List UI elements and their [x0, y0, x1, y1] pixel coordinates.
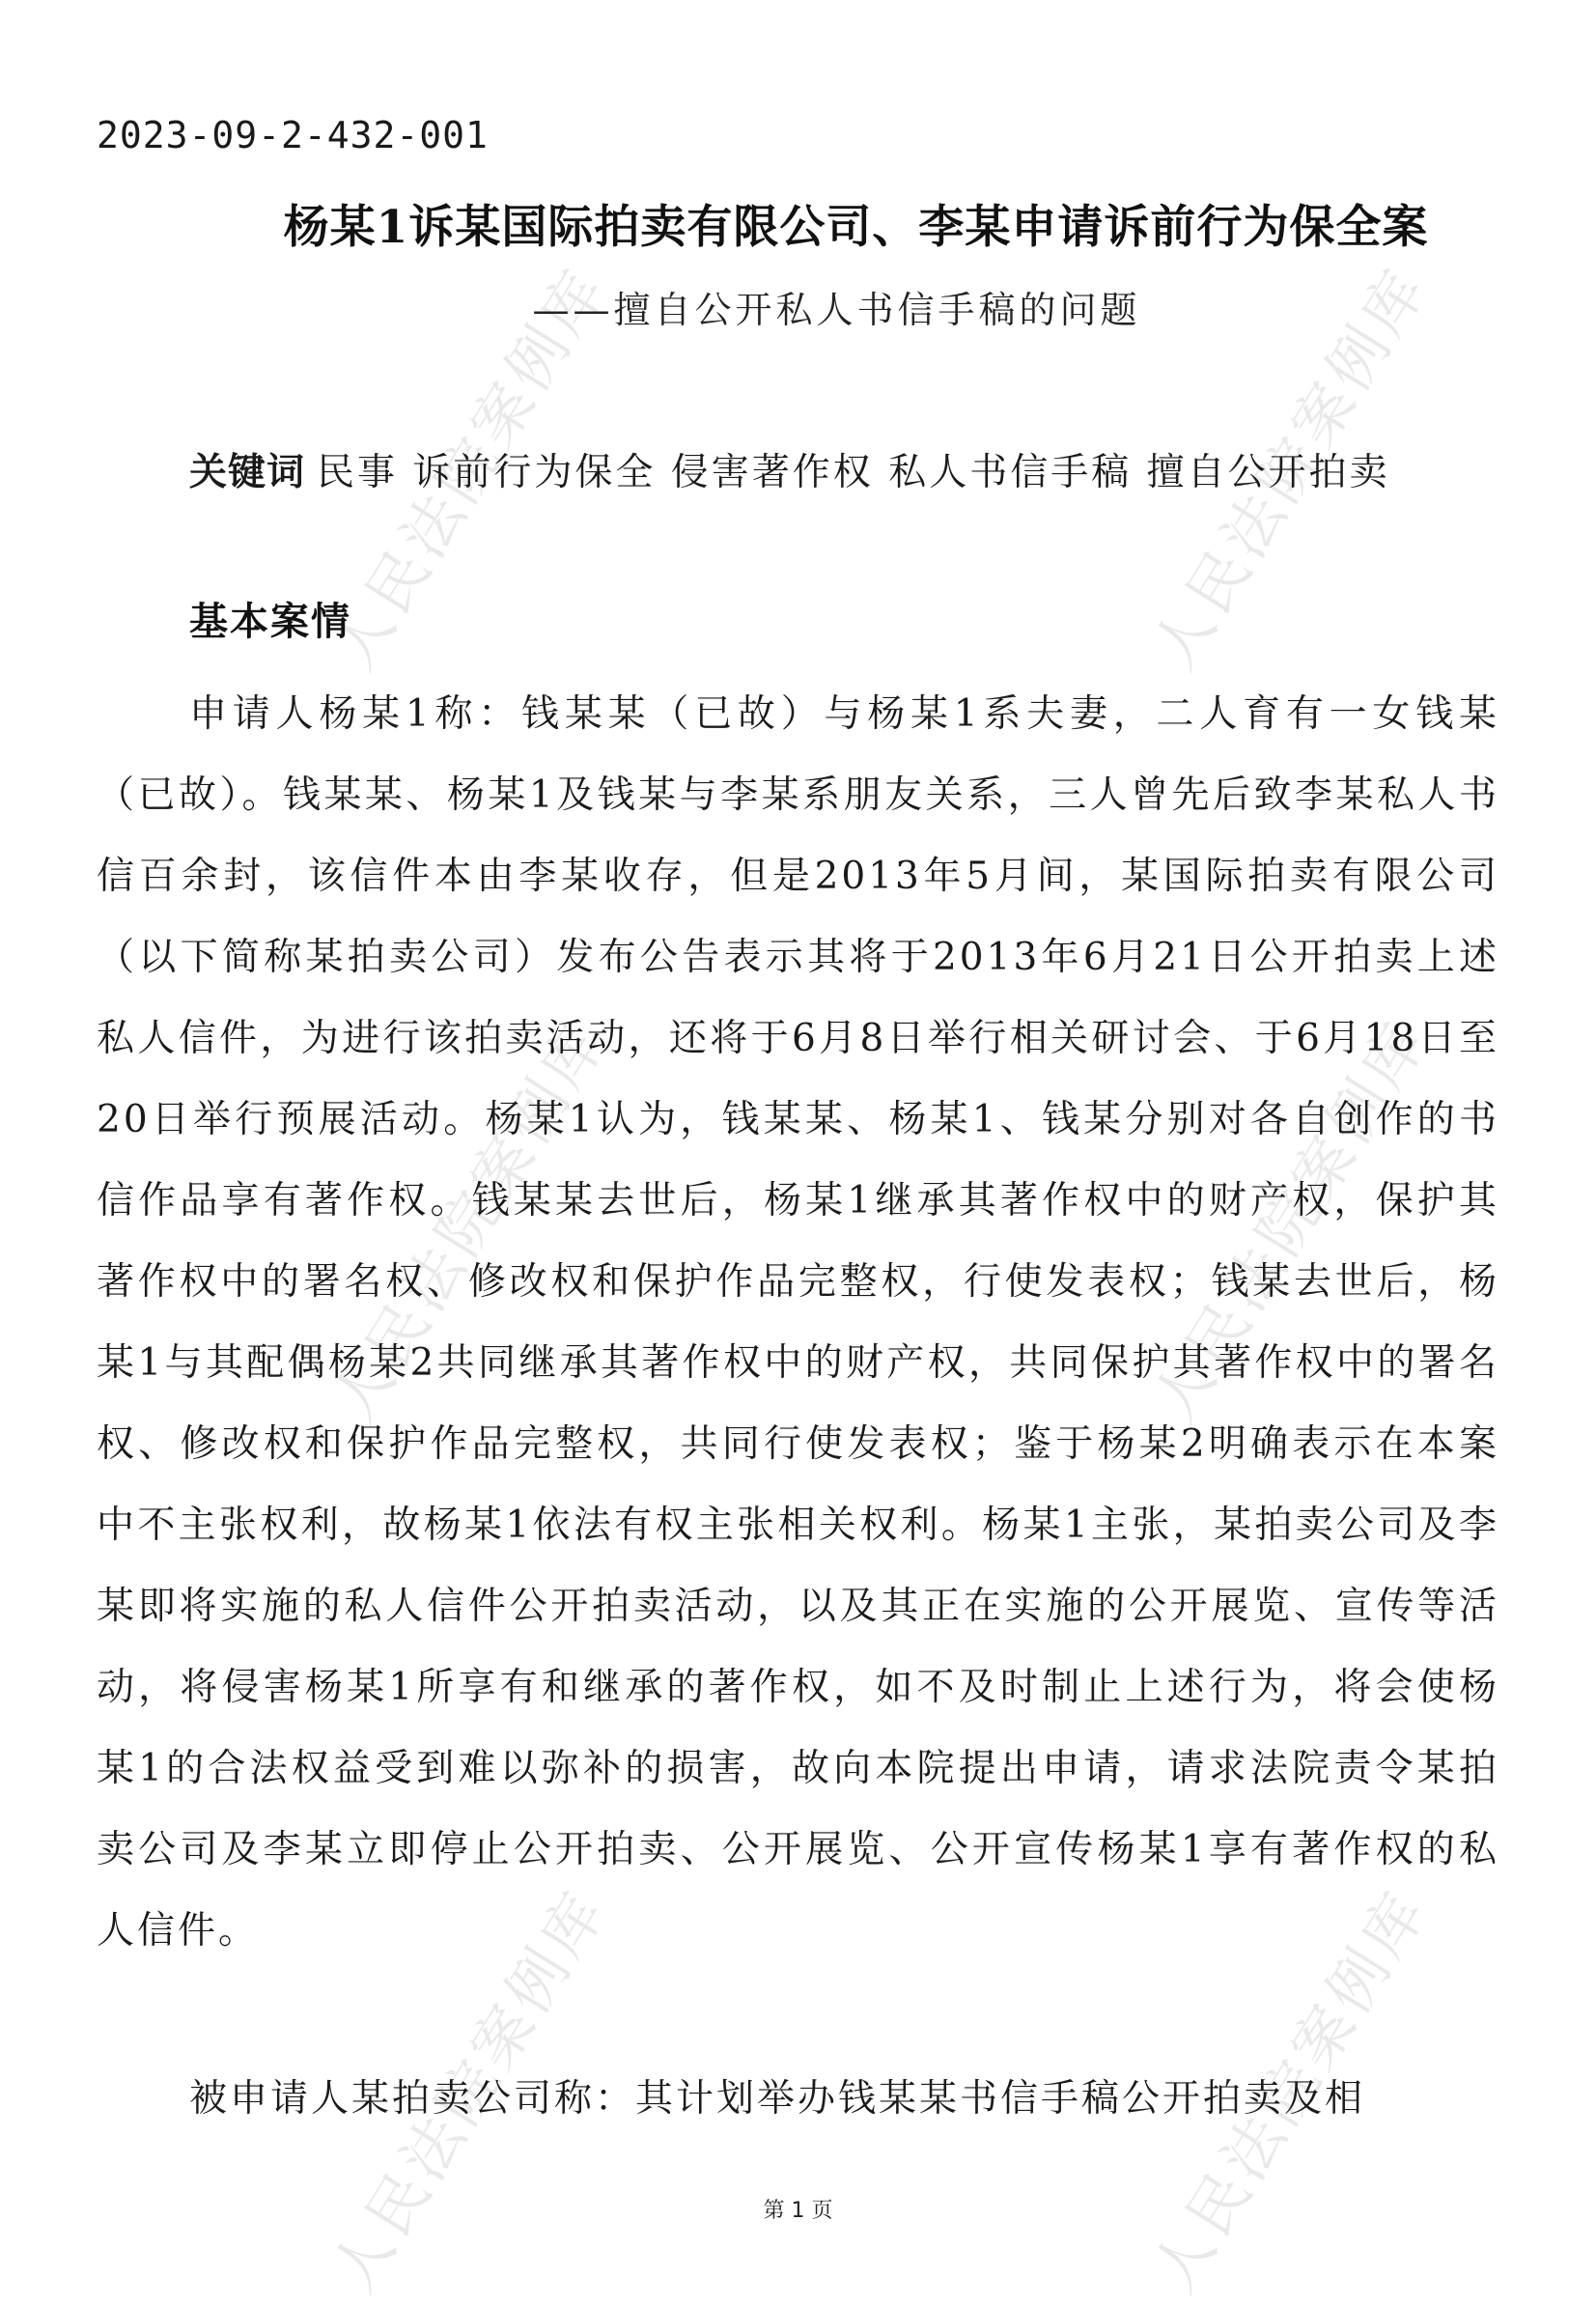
section-heading: 基本案情	[189, 600, 351, 644]
watermark: 人民法院案例库	[318, 1876, 622, 2304]
page-number: 第 1 页	[763, 2199, 833, 2223]
watermark: 人民法院案例库	[1138, 1876, 1442, 2304]
keywords-label: 关键词	[189, 451, 306, 494]
watermark: 人民法院案例库	[318, 1007, 622, 1435]
watermark: 人民法院案例库	[1138, 254, 1442, 682]
keywords-text: 民事 诉前行为保全 侵害著作权 私人书信手稿 擅自公开拍卖	[317, 451, 1390, 494]
body-paragraph: 被申请人某拍卖公司称：其计划举办钱某某书信手稿公开拍卖及相	[189, 2077, 1366, 2121]
body-paragraph: 申请人杨某1称：钱某某（已故）与杨某1系夫妻，二人育有一女钱某（已故）。钱某某、杨某1及钱某与李某系朋友关系，三人曾先后致李某私人书信百余封，该信件本由李某收存，但是2013年5月间，某国际拍卖有限公司（以下简称某拍卖公司）发布公告表示其将于2013年6月21日公开拍卖上述私人信件，为进行该拍卖活动，还将于6月8日举行相关研讨会、于6月18日至20日举行预展活动。杨某1认为，钱某某、杨某1、钱某分别对各自创作的书信作品享有著作权。钱某某去世后，杨某1继承其著作权中的财产权，保护其著作权中的署名权、修改权和保护作品完整权，行使发表权；钱某去世后，杨某1与其配偶杨某2共同继承其著作权中的财产权，共同保护其著作权中的署名权、修改权和保护作品完整权，共同行使发表权；鉴于杨某2明确表示在本案中不主张权利，故杨某1依法有权主张相关权利。杨某1主张，某拍卖公司及李某即将实施的私人信件公开拍卖活动，以及其正在实施的公开展览、宣传等活动，将侵害杨某1所享有和继承的著作权，如不及时制止上述行为，将会使杨某1的合法权益受到难以弥补的损害，故向本院提出申请，请求法院责令某拍卖公司及李某立即停止公开拍卖、公开展览、公开宣传杨某1享有著作权的私人信件。	[97, 692, 1499, 1953]
watermark: 人民法院案例库	[1138, 1007, 1442, 1435]
case-number: 2023-09-2-432-001	[97, 114, 489, 156]
keywords-paragraph	[97, 433, 1499, 514]
watermark: 人民法院案例库	[318, 254, 622, 682]
page-title: 杨某1诉某国际拍卖有限公司、李某申请诉前行为保全案	[283, 201, 1429, 254]
page-subtitle: ——擅自公开私人书信手稿的问题	[532, 289, 1141, 331]
